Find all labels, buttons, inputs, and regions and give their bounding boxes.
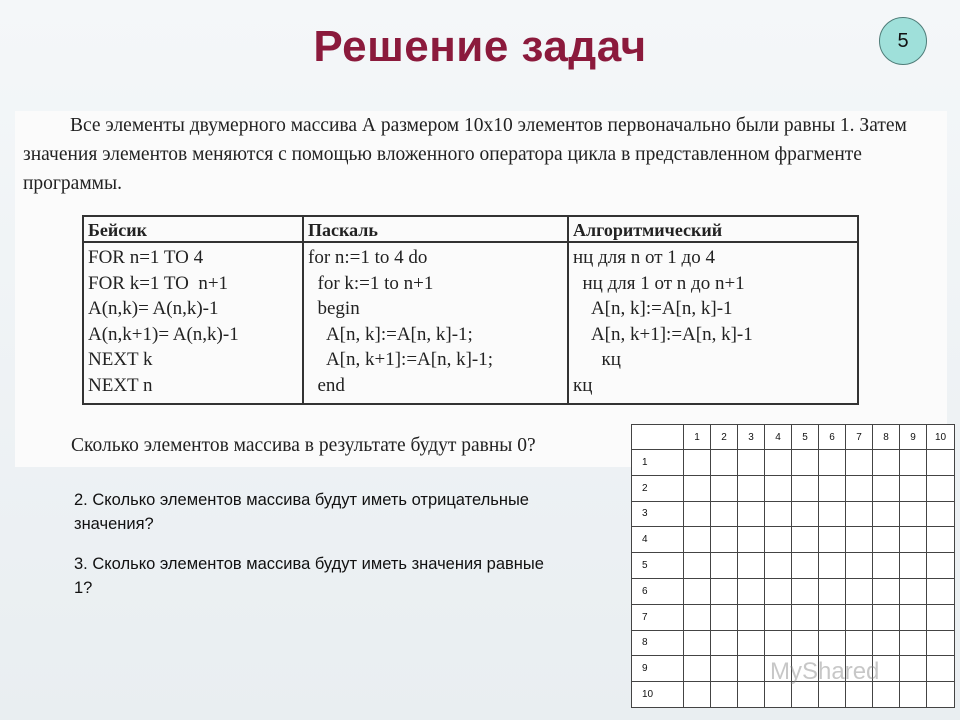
grid-row-header: 9 [632, 656, 684, 682]
code-line: A(n,k+1)= A(n,k)-1 [88, 323, 239, 345]
grid-cell [846, 604, 873, 630]
grid-cell [711, 501, 738, 527]
code-line: кц [573, 374, 593, 396]
grid-row-header: 3 [632, 501, 684, 527]
grid-cell [792, 475, 819, 501]
grid-cell [846, 630, 873, 656]
grid-cell [684, 682, 711, 708]
grid-row [632, 501, 955, 527]
code-line: A[n, k+1]:=A[n, k]-1 [573, 323, 753, 345]
grid-cell [900, 630, 927, 656]
grid-cell [711, 553, 738, 579]
grid-column-header: 9 [900, 425, 927, 450]
grid-cell [738, 501, 765, 527]
grid-cell [738, 475, 765, 501]
grid-cell [900, 527, 927, 553]
grid-row-header: 6 [632, 578, 684, 604]
grid-cell [738, 630, 765, 656]
grid-row-header: 4 [632, 527, 684, 553]
grid-column-header: 6 [819, 425, 846, 450]
code-line: begin [308, 298, 360, 319]
grid-cell [765, 630, 792, 656]
grid-cell [711, 656, 738, 682]
grid-cell [765, 475, 792, 501]
grid-cell [873, 450, 900, 476]
code-line: A[n, k+1]:=A[n, k]-1; [308, 349, 494, 370]
grid-cell [684, 656, 711, 682]
grid-row [632, 527, 955, 553]
grid-cell [738, 682, 765, 708]
grid-cell [684, 630, 711, 656]
code-line: for k:=1 to n+1 [308, 272, 434, 294]
grid-cell [819, 553, 846, 579]
grid-cell [873, 578, 900, 604]
grid-cell [792, 450, 819, 476]
grid-column-header: 5 [792, 425, 819, 450]
page-number-badge: 5 [879, 17, 927, 65]
grid-cell [711, 475, 738, 501]
grid-cell [927, 501, 955, 527]
grid-cell [711, 630, 738, 656]
grid-row [632, 604, 955, 630]
code-line: FOR k=1 TO n+1 [88, 272, 229, 294]
grid-column-header: 10 [927, 425, 955, 450]
grid-cell [927, 450, 955, 476]
grid-cell [711, 578, 738, 604]
grid-cell [819, 604, 846, 630]
code-column-basic [84, 217, 302, 403]
code-line: A(n,k)= A(n,k)-1 [88, 298, 219, 319]
grid-cell [792, 630, 819, 656]
grid-cell [819, 630, 846, 656]
grid-cell [846, 527, 873, 553]
grid-cell [711, 604, 738, 630]
grid-cell [927, 527, 955, 553]
grid-cell [900, 553, 927, 579]
grid-column-header: 3 [738, 425, 765, 450]
grid-cell [684, 475, 711, 501]
grid-cell [765, 604, 792, 630]
grid-cell [900, 682, 927, 708]
grid-cell [927, 656, 955, 682]
grid-cell [900, 501, 927, 527]
grid-row-header: 8 [632, 630, 684, 656]
grid-cell [792, 604, 819, 630]
code-table [82, 215, 859, 405]
problem-paragraph: Все элементы двумерного массива А размером 10х10 элементов первоначально были равны 1. Затем значения элементов меняются с помощью вложенного оператора цикла в представленном фрагменте программы. [23, 115, 907, 194]
grid-cell [873, 604, 900, 630]
grid-cell [873, 553, 900, 579]
question-1: Сколько элементов массива в результате будут равны 0? [71, 435, 536, 456]
code-line: нц для n от 1 до 4 [573, 247, 715, 268]
code-column-algorithmic [567, 217, 857, 403]
grid-cell [819, 450, 846, 476]
grid-cell [738, 553, 765, 579]
code-header-basic: Бейсик [84, 217, 302, 243]
grid-cell [684, 527, 711, 553]
grid-cell [711, 527, 738, 553]
grid-cell [846, 475, 873, 501]
grid-row [632, 630, 955, 656]
grid-cell [873, 475, 900, 501]
code-header-pascal: Паскаль [304, 217, 567, 243]
code-line: A[n, k]:=A[n, k]-1 [573, 298, 733, 319]
grid-column-header: 2 [711, 425, 738, 450]
grid-cell [846, 578, 873, 604]
scanned-problem [15, 111, 947, 467]
grid-cell [819, 475, 846, 501]
grid-cell [900, 475, 927, 501]
code-line: end [308, 374, 345, 396]
grid-column-header: 1 [684, 425, 711, 450]
grid-cell [846, 553, 873, 579]
question-3: 3. Сколько элементов массива будут иметь значения равные 1? [74, 555, 544, 597]
grid-cell [900, 578, 927, 604]
grid-row [632, 450, 955, 476]
grid-cell [792, 578, 819, 604]
grid-cell [873, 527, 900, 553]
grid-cell [792, 501, 819, 527]
code-line: NEXT n [88, 374, 153, 396]
grid-cell [846, 450, 873, 476]
grid-cell [765, 450, 792, 476]
grid-cell [873, 501, 900, 527]
grid-row [632, 553, 955, 579]
code-line: A[n, k]:=A[n, k]-1; [308, 323, 473, 345]
grid-cell [900, 604, 927, 630]
grid-cell [819, 527, 846, 553]
grid-cell [711, 682, 738, 708]
grid-row [632, 475, 955, 501]
question-2: 2. Сколько элементов массива будут иметь отрицательные значения? [74, 491, 529, 533]
grid-corner-cell [632, 425, 684, 450]
grid-cell [765, 527, 792, 553]
grid-cell [819, 501, 846, 527]
grid-cell [927, 604, 955, 630]
grid-cell [765, 501, 792, 527]
grid-cell [765, 553, 792, 579]
grid-cell [738, 656, 765, 682]
grid-cell [684, 604, 711, 630]
grid-cell [684, 578, 711, 604]
grid-cell [927, 475, 955, 501]
watermark-logo: MyShared [770, 658, 880, 685]
grid-cell [846, 501, 873, 527]
grid-cell [738, 527, 765, 553]
slide-title: Решение задач [313, 22, 647, 71]
code-line: NEXT k [88, 349, 153, 370]
grid-cell [711, 450, 738, 476]
grid-cell [684, 501, 711, 527]
code-line: кц [573, 349, 621, 370]
grid-row-header: 10 [632, 682, 684, 708]
code-header-algorithmic: Алгоритмический [569, 217, 857, 243]
grid-row-header: 2 [632, 475, 684, 501]
grid-cell [684, 450, 711, 476]
grid-column-header: 4 [765, 425, 792, 450]
grid-column-header: 7 [846, 425, 873, 450]
grid-cell [873, 630, 900, 656]
grid-row-header: 7 [632, 604, 684, 630]
grid-cell [792, 553, 819, 579]
grid-cell [738, 578, 765, 604]
grid-cell [819, 578, 846, 604]
code-line: нц для 1 от n до n+1 [573, 272, 745, 294]
grid-cell [927, 682, 955, 708]
grid-cell [765, 578, 792, 604]
grid-cell [792, 527, 819, 553]
grid-cell [684, 553, 711, 579]
grid-row-header: 1 [632, 450, 684, 476]
grid-cell [900, 656, 927, 682]
grid-cell [927, 553, 955, 579]
grid-row-header: 5 [632, 553, 684, 579]
grid-cell [927, 630, 955, 656]
code-column-pascal [302, 217, 567, 403]
grid-cell [738, 450, 765, 476]
grid-cell [927, 578, 955, 604]
grid-cell [738, 604, 765, 630]
grid-column-header: 8 [873, 425, 900, 450]
code-line: for n:=1 to 4 do [308, 247, 428, 268]
grid-row [632, 578, 955, 604]
code-line: FOR n=1 TO 4 [88, 247, 204, 268]
grid-cell [900, 450, 927, 476]
